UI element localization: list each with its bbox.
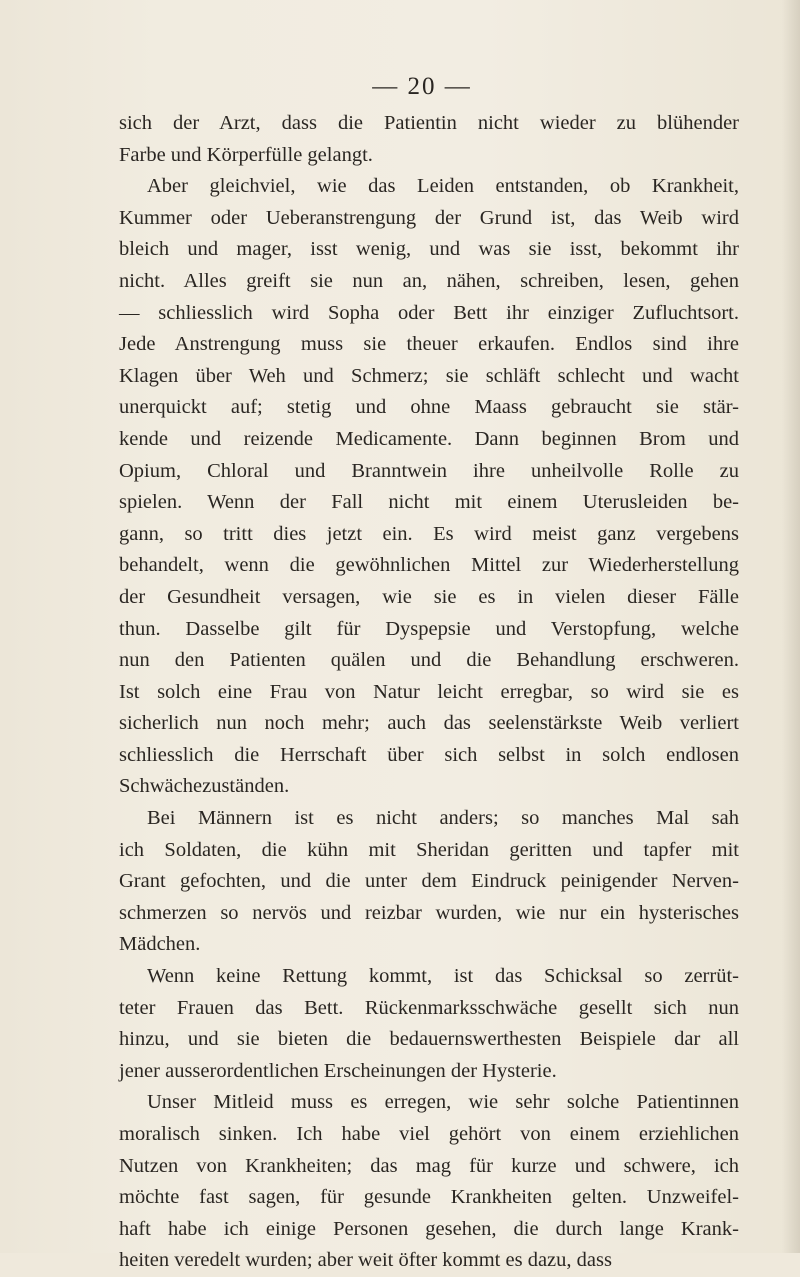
text-line: Mädchen. bbox=[119, 933, 201, 956]
paragraph bbox=[119, 961, 739, 1087]
body-text bbox=[119, 108, 739, 1277]
text-line: gann, so tritt dies jetzt ein. Es wird meist ganz vergebens bbox=[119, 522, 739, 545]
text-line: sicherlich nun noch mehr; auch das seelenstärkste Weib verliert bbox=[119, 712, 739, 735]
page-number: — 20 — bbox=[372, 73, 472, 100]
text-line: nun den Patienten quälen und die Behandlung erschweren. bbox=[119, 649, 739, 672]
text-line: teter Frauen das Bett. Rückenmarksschwäche gesellt sich nun bbox=[119, 996, 739, 1019]
text-line: nicht. Alles greift sie nun an, nähen, schreiben, lesen, gehen bbox=[119, 269, 739, 292]
text-line: Jede Anstrengung muss sie theuer erkaufen. Endlos sind ihre bbox=[119, 333, 739, 356]
text-line: ich Soldaten, die kühn mit Sheridan geritten und tapfer mit bbox=[119, 838, 739, 861]
text-line: Ist solch eine Frau von Natur leicht erregbar, so wird sie es bbox=[119, 680, 739, 703]
text-line: jener ausserordentlichen Erscheinungen der Hysterie. bbox=[119, 1059, 557, 1082]
text-line: — schliesslich wird Sopha oder Bett ihr einziger Zufluchtsort. bbox=[119, 301, 739, 324]
text-line: behandelt, wenn die gewöhnlichen Mittel zur Wiederherstellung bbox=[119, 554, 739, 577]
text-line: schmerzen so nervös und reizbar wurden, wie nur ein hysterisches bbox=[119, 901, 739, 924]
text-line: Farbe und Körperfülle gelangt. bbox=[119, 143, 373, 166]
paragraph bbox=[119, 1087, 739, 1277]
page-edge-shadow bbox=[782, 0, 800, 1253]
text-line: der Gesundheit versagen, wie sie es in vielen dieser Fälle bbox=[119, 585, 739, 608]
text-line: moralisch sinken. Ich habe viel gehört von einem erziehlichen bbox=[119, 1123, 739, 1145]
text-line: schliesslich die Herrschaft über sich selbst in solch endlosen bbox=[119, 743, 739, 766]
text-line: hinzu, und sie bieten die bedauernswerthesten Beispiele dar all bbox=[119, 1028, 739, 1051]
text-line: bleich und mager, isst wenig, und was sie isst, bekommt ihr bbox=[119, 238, 739, 261]
text-line: Opium, Chloral und Branntwein ihre unheilvolle Rolle zu bbox=[119, 459, 739, 482]
text-line: Grant gefochten, und die unter dem Eindruck peinigender Nerven- bbox=[119, 870, 739, 893]
text-line: kende und reizende Medicamente. Dann beginnen Brom und bbox=[119, 427, 739, 450]
text-line: unerquickt auf; stetig und ohne Maass gebraucht sie stär- bbox=[119, 396, 739, 419]
text-line: spielen. Wenn der Fall nicht mit einem Uterusleiden be- bbox=[119, 491, 739, 514]
text-line: Nutzen von Krankheiten; das mag für kurze und schwere, ich bbox=[119, 1154, 739, 1177]
text-line: Aber gleichviel, wie das Leiden entstanden, ob Krankheit, bbox=[147, 175, 739, 198]
text-line: möchte fast sagen, für gesunde Krankheiten gelten. Unzweifel- bbox=[119, 1186, 739, 1209]
text-line: haft habe ich einige Personen gesehen, die durch lange Krank- bbox=[119, 1217, 739, 1240]
text-line: Wenn keine Rettung kommt, ist das Schicksal so zerrüt- bbox=[147, 965, 739, 988]
text-line: heiten veredelt wurden; aber weit öfter kommt es dazu, dass bbox=[119, 1249, 612, 1272]
text-line: Kummer oder Ueberanstrengung der Grund ist, das Weib wird bbox=[119, 206, 739, 229]
text-line: sich der Arzt, dass die Patientin nicht wieder zu blühender bbox=[119, 112, 739, 134]
text-line: Schwächezuständen. bbox=[119, 775, 290, 798]
text-line: Klagen über Weh und Schmerz; sie schläft schlecht und wacht bbox=[119, 364, 739, 387]
paragraph bbox=[119, 108, 739, 171]
paragraph bbox=[119, 171, 739, 803]
paragraph bbox=[119, 803, 739, 961]
text-line: thun. Dasselbe gilt für Dyspepsie und Verstopfung, welche bbox=[119, 617, 739, 640]
text-line: Bei Männern ist es nicht anders; so manches Mal sah bbox=[147, 807, 739, 830]
text-line: Unser Mitleid muss es erregen, wie sehr solche Patientinnen bbox=[147, 1091, 739, 1114]
